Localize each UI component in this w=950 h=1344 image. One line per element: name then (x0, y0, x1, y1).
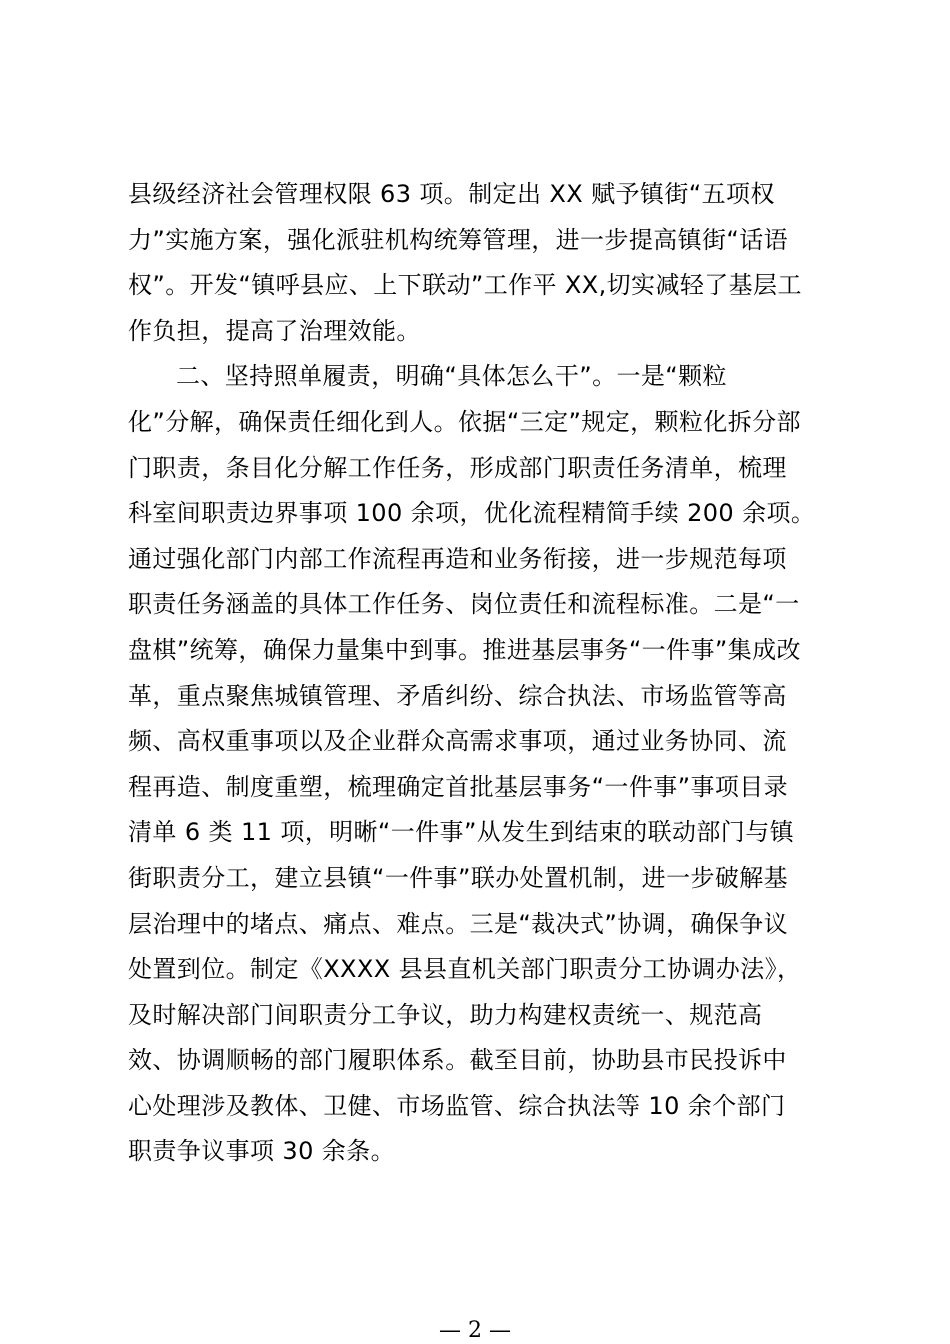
text-line: 县级经济社会管理权限 63 项。制定出 XX 赋予镇街“五项权 (128, 180, 775, 208)
text-line: 心处理涉及教体、卫健、市场监管、综合执法等 10 余个部门 (128, 1091, 786, 1120)
text-line: 作负担，提高了治理效能。 (128, 316, 421, 345)
text-line: 处置到位。制定《XXXX 县县直机关部门职责分工协调办法》， (128, 955, 802, 984)
text-line: 通过强化部门内部工作流程再造和业务衔接，进一步规范每项 (128, 544, 787, 573)
text-line: 街职责分工，建立县镇“一件事”联办处置机制，进一步破解基 (128, 863, 789, 892)
text-line: 频、高权重事项以及企业群众高需求事项，通过业务协同、流 (128, 727, 787, 756)
section-heading-line: 二、坚持照单履责，明确“具体怎么干”。一是“颗粒 (176, 362, 727, 391)
text-line: 化”分解，确保责任细化到人。依据“三定”规定，颗粒化拆分部 (128, 407, 801, 436)
text-line: 层治理中的堵点、痛点、难点。三是“裁决式”协调，确保争议 (128, 909, 789, 938)
text-line: 权”。开发“镇呼县应、上下联动”工作平 XX,切实减轻了基层工 (128, 271, 802, 300)
document-body (128, 172, 828, 1175)
text-line: 科室间职责边界事项 100 余项，优化流程精简手续 200 余项。 (128, 499, 816, 528)
text-line: 清单 6 类 11 项，明晰“一件事”从发生到结束的联动部门与镇 (128, 818, 794, 847)
text-line: 盘棋”统筹，确保力量集中到事。推进基层事务“一件事”集成改 (128, 635, 801, 664)
text-line: 及时解决部门间职责分工争议，助力构建权责统一、规范高 (128, 1000, 763, 1029)
text-line: 程再造、制度重塑，梳理确定首批基层事务“一件事”事项目录 (128, 772, 789, 801)
text-line: 职责任务涵盖的具体工作任务、岗位责任和流程标准。二是“一 (128, 590, 800, 619)
text-line: 力”实施方案，强化派驻机构统筹管理，进一步提高镇街“话语 (128, 225, 789, 254)
page-number: — 2 — (439, 1318, 511, 1343)
text-line: 革，重点聚焦城镇管理、矛盾纠纷、综合执法、市场监管等高 (128, 681, 787, 710)
text-line: 门职责，条目化分解工作任务，形成部门职责任务清单，梳理 (128, 453, 787, 482)
text-line: 效、协调顺畅的部门履职体系。截至目前，协助县市民投诉中 (128, 1046, 787, 1075)
text-line: 职责争议事项 30 余条。 (128, 1137, 395, 1166)
